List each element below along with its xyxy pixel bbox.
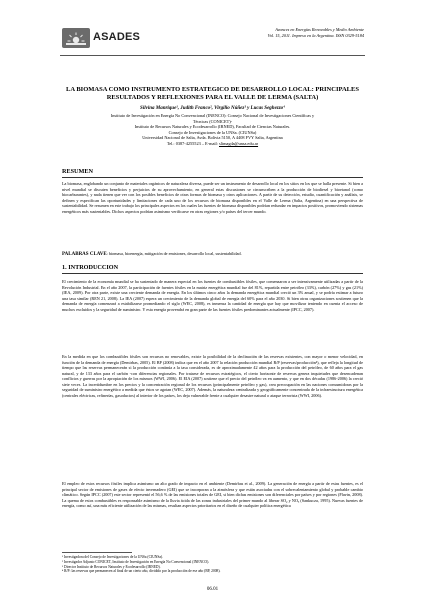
footnote: ² Investigador Adjunto CONICET, Instituto de Investigación en Energía No Convencional (INENCO).	[62, 559, 210, 564]
affiliations	[62, 113, 363, 147]
introduccion-paragraph-3	[62, 481, 363, 509]
affiliation-line: Instituto de Recursos Naturales y Ecodesarrollo (IRNED), Facultad de Ciencias Naturales.	[134, 124, 291, 130]
paragraph: El crecimiento de la economía mundial se ha sustentado de manera especial en los fuentes de combustibles fósiles, que comenzaron a ser intensivamente utilizadas a partir de la Revolución Industrial. En el año 2007, la participación de fuentes fósiles en la matriz energética mundial fue del 81%, repartida entre petróleo (33%), carbón (27%) y gas (21%)(IEA, 2009). Por otra parte, existe una creciente demanda de energía. En los últimos cinco años la demanda energética mundial creció un 3% anual, y se podría estimar a futuro una tasa similar (REN 21, 2008). La IEA (2007) espera un crecimiento de la demanda global de energía del 60% para el año 2030. Si bien otras organizaciones sostienen que la demanda de energía comenzará a estabilizarse promediando el siglo (WEC, 2008), es inmensa la cantidad de energía que hay que movilizar teniendo en cuenta el acceso de muchos excluidos y la seguridad de suministro. Y esta energía provendrá en gran parte de las fuentes fósiles predominantes actualmente (IPCC, 2007).	[62, 279, 363, 312]
keywords	[62, 251, 363, 258]
footnotes	[62, 555, 363, 574]
title-line: LA BIOMASA COMO INSTRUMENTO ESTRATEGICO DE DESARROLLO LOCAL: PRINCIPALES	[66, 86, 359, 93]
authors: Silvina Manrique¹, Judith Franco², Virgilio Núñez³ y Lucas Seghezzo⁴	[140, 106, 285, 111]
footnote-divider	[62, 552, 132, 553]
introduccion-paragraph-2	[62, 354, 363, 398]
keywords-label: PALABRAS CLAVE	[62, 252, 107, 257]
email-link[interactable]: slimagda@unsa.edu.ar	[219, 140, 259, 146]
introduccion-paragraph-1	[62, 279, 363, 312]
paper-title	[62, 86, 363, 102]
footnote: ⁴ R/P: las reservas que permanecen al final de un cierto año, dividido por la producción de ese año (BP, 2008).	[62, 569, 221, 574]
contact-text: Tel.: 0387-4255523 – E-mail:	[166, 140, 220, 146]
title-line: RESULTADOS Y REFLEXIONES PARA EL VALLE DE LERMA (SALTA)	[106, 94, 319, 101]
introduccion-heading: 1. INTRODUCCION	[62, 264, 119, 271]
contact-line	[62, 141, 363, 147]
footnote: ¹ Investigadora del Consejo de Investigaciones de la UNSa (CIUNSa).	[62, 555, 164, 559]
paragraph: El empleo de estos recursos fósiles implica asimismo un alto grado de impacto en el ambiente (Demirbas et al., 2009). La generación de energía a partir de estas fuentes, es el principal sector de emisiones de gases de efecto invernadero (GEI) que se incorporan a la atmósfera y que están asociadas con el sobrecalentamiento global y probable cambio climático. Según IPCC (2007) este sector representó el 56,6 % de las emisiones totales de GEI, si bien dichas emisiones son diferenciales por países y por regiones (Flavin, 2008). La quema de estos combustibles es responsable asimismo de la lluvia ácida de las zonas industriales del primer mundo al liberar SO₂ y NOₓ (Sankucza, 1995). Nuevas fuentes de energía, como así, una más eficiente utilización de las mismas, resultan aspectos prioritarios en el diseño de cualquier política energética	[62, 481, 363, 509]
journal-line: Avances en Energías Renovables y Medio Ambiente	[275, 27, 364, 32]
introduccion-divider	[62, 273, 363, 274]
header-divider	[60, 55, 365, 56]
paragraph: En la medida en que los combustibles fósiles son recursos no renovables, existe la posibilidad de la declinación de las reservas existentes, con mayor o menor velocidad, en función de la demanda de energía (Demirbas, 2005). El BP (2008) indica que en el año 2007 la relación producción mundial R/P (reservas/producción²), que refleja la longitud de tiempo que las reservas permanecerán si la producción continúa a la tasa considerada, es de aproximadamente 42 años para la producción del petróleo, de 60 años para el gas natural, y de 133 años para el carbón -con diferencias regionales. Por tratarse de recursos estratégicos, el cierto horizonte de reservas genera inquietudes que desencadenan conflictos y guerras por la apropiación de los mismos (WWI, 2006). El EIA (2007) sostiene que el precio del petróleo va en aumento, y que en dos décadas (1986-2006) la creció siete veces. La incertidumbre en los precios y la concentración regional de los recursos (principalmente petróleo y gas), crea preocupación en las naciones consumidoras por la seguridad de suministro energético a medida que éstos se agotan (WEC, 2007). Además, la naturaleza centralizada y geográficamente concentrada de la infraestructura energética (centrales eléctricas, refinerías, gasoductos) al interior de los países, los deja vulnerable frente a cualquier desastre natural o ataque terrorista (WWI, 2006).	[62, 354, 363, 398]
resumen-body	[62, 181, 363, 214]
affiliation-line: Técnicas (CONICET)-	[192, 118, 233, 124]
journal-info	[268, 27, 364, 38]
footnote: ³ Director Instituto de Recursos Naturales y Ecodesarrollo (IRNED).	[62, 564, 161, 569]
asades-logo	[62, 28, 90, 48]
sun-logo-icon	[66, 31, 86, 45]
resumen-paragraph: La biomasa, englobando un conjunto de materiales orgánicos de naturaleza diversa, puede ser un instrumento de desarrollo local en los sitios en los que se halla presente. Si bien a nivel mundial se discuten beneficios y perjuicios de su aprovechamiento, en general estas discusiones se circunscriben a la producción de biodiesel y bioetanol (como biocarburantes), y nada tienen que ver con los posibles beneficios de otras formas de biomasa y otros aplicaciones. A partir de su detección, estudio, cuantificación y análisis, se definen y especifican las oportunidades y limitaciones de cada uno de los recursos de biomasa disponibles en el Valle de Lerma (Salta, Argentina) en una perspectiva de sustentabilidad. Se resumen en este trabajo los principales aspectos en los cuales las fuentes de biomasa disponibles podrían redundar en impactos positivos, promoviendo sistemas energéticos más sustentables. Dichos aspectos podrían asimismo verificarse en otras regiones y/o países del tercer mundo.	[62, 181, 363, 214]
keywords-text: : biomasa, bioenergía, mitigación de emisiones, desarrollo local, sustentabilidad.	[106, 251, 242, 256]
page-number: 06.01	[206, 587, 219, 592]
resumen-heading: RESUMEN	[62, 168, 93, 175]
logo-text: ASADES	[93, 31, 141, 43]
affiliation-line: Instituto de Investigación en Energía No Convencional (INENCO): Consejo Nacional de Investigaciones Científicas y	[110, 113, 315, 118]
journal-line: Vol. 15, 2011. Impreso en la Argentina. ISSN 0329-5184	[267, 32, 364, 38]
affiliation-line: Consejo de Investigaciones de la UNSa. (CIUNSa)	[168, 129, 257, 135]
resumen-divider	[62, 177, 363, 178]
affiliation-line: Universidad Nacional de Salta, Avda. Bolivia 5150, A 4408 FVY Salta, Argentina	[142, 135, 283, 141]
